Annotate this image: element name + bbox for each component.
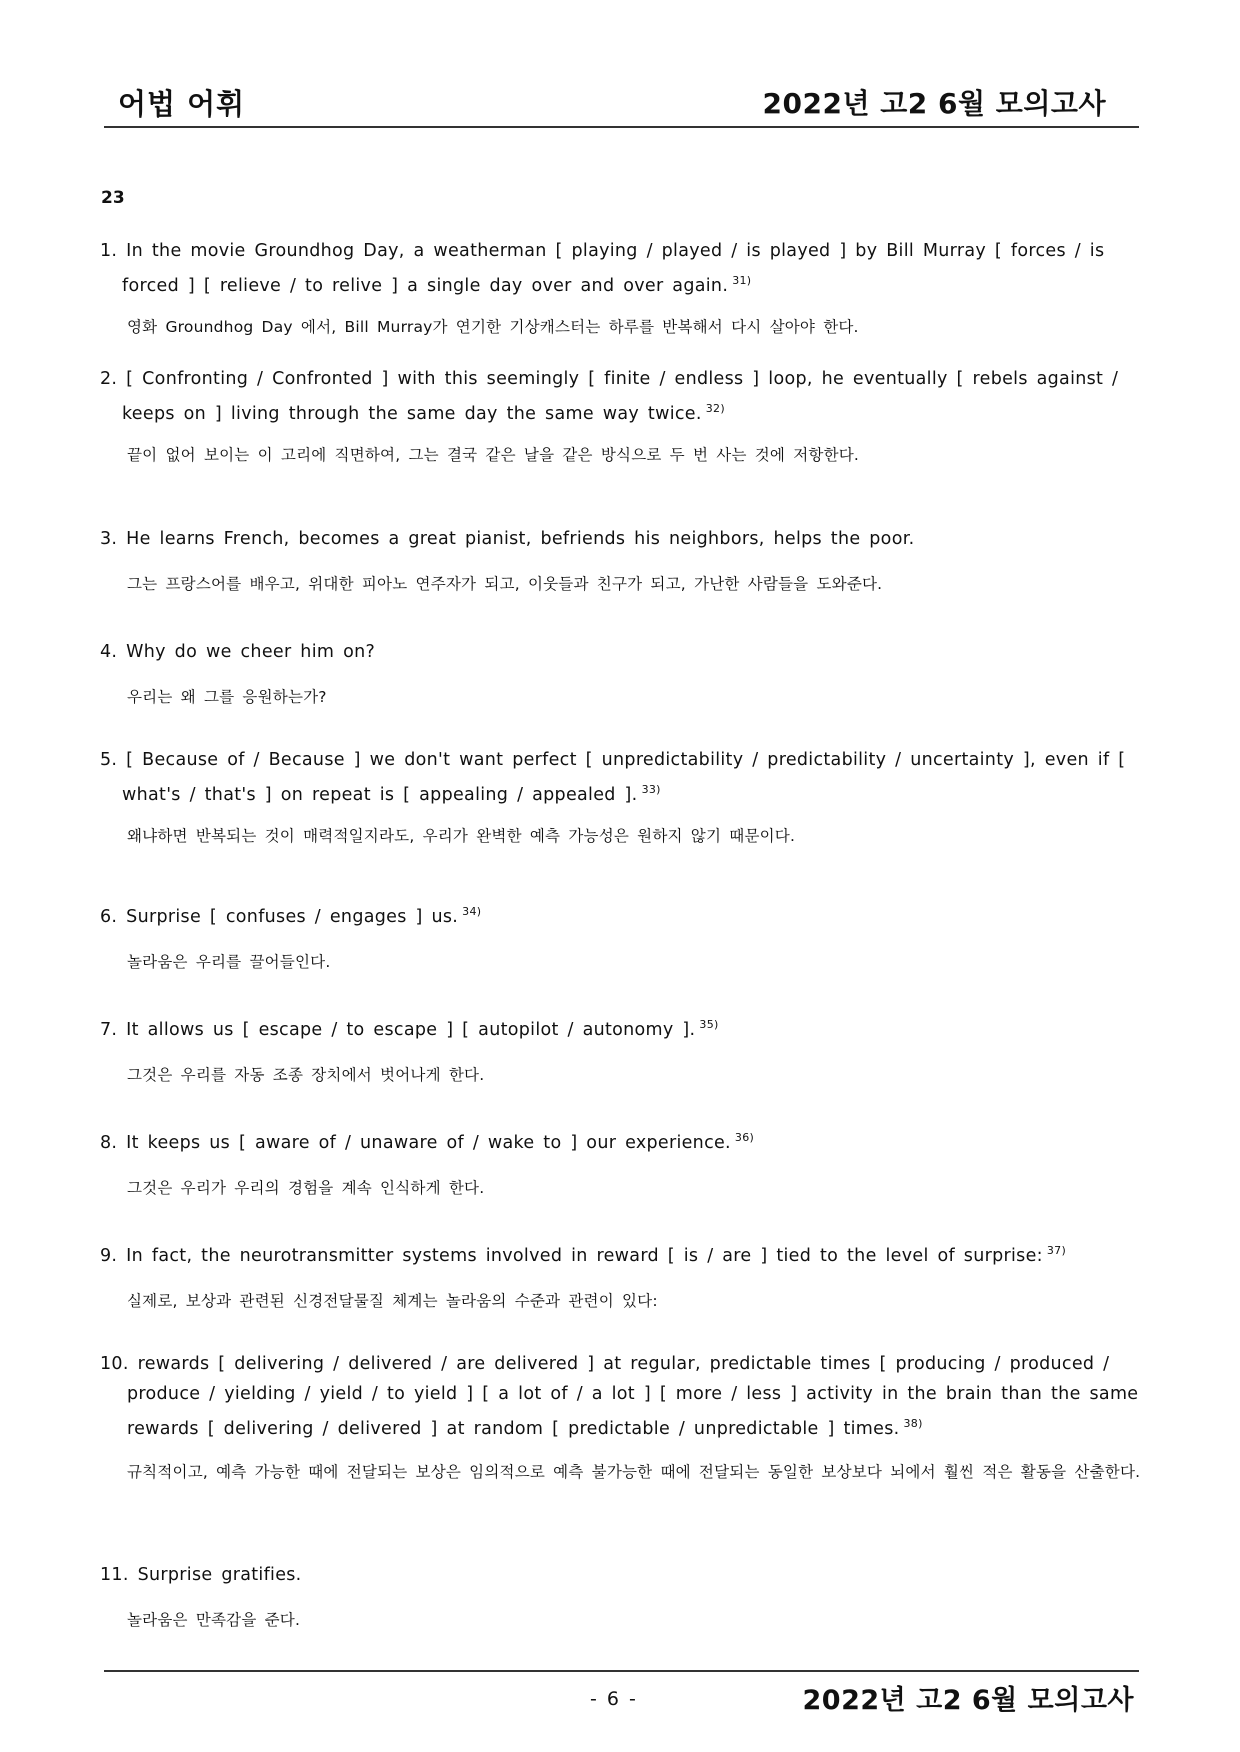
header-divider <box>104 126 1139 128</box>
page-header <box>104 78 1106 121</box>
korean-translation: 놀라움은 우리를 끌어들인다. <box>127 953 331 971</box>
english-sentence: 7. It allows us [ escape / to escape ] [ autopilot / autonomy ]. $^{35)}$ <box>100 1018 719 1040</box>
header-subject-title: 어법 어휘 <box>118 87 246 121</box>
korean-translation: 규칙적이고, 예측 가능한 때에 전달되는 보상은 임의적으로 예측 불가능한 때에 전달되는 동일한 보상보다 뇌에서 훨씬 적은 활동을 산출한다. <box>127 1463 1141 1481</box>
korean-translation: 우리는 왜 그를 응원하는가? <box>127 688 327 706</box>
english-sentence: 9. In fact, the neurotransmitter systems involved in reward [ is / are ] tied to the level of surprise: $^{37)}$ <box>100 1244 1067 1266</box>
question-item-11 <box>100 1555 1142 1629</box>
question-item-4 <box>100 632 1142 706</box>
english-sentence: 3. He learns French, becomes a great pianist, befriends his neighbors, helps the poor. <box>100 528 915 549</box>
korean-translation: 그것은 우리를 자동 조종 장치에서 벗어나게 한다. <box>127 1066 485 1084</box>
korean-translation: 끝이 없어 보이는 이 고리에 직면하여, 그는 결국 같은 날을 같은 방식으로 두 번 사는 것에 저항한다. <box>127 446 860 464</box>
footnote-marker: 32) <box>705 402 725 415</box>
english-sentence: 1. In the movie Groundhog Day, a weatherman [ playing / played / is played ] by Bill Murray [ forces / is forced ] [ relieve / to relive ] a single day over and over again. $^{31)}$ <box>100 241 1105 296</box>
english-sentence: 11. Surprise gratifies. <box>100 1564 302 1585</box>
question-item-6 <box>100 897 1142 971</box>
korean-translation: 실제로, 보상과 관련된 신경전달물질 체계는 놀라움의 수준과 관련이 있다: <box>127 1292 658 1310</box>
korean-translation: 영화 Groundhog Day 에서, Bill Murray가 연기한 기상캐스터는 하루를 반복해서 다시 살아야 한다. <box>127 318 859 336</box>
question-item-7 <box>100 1010 1142 1084</box>
question-item-1 <box>100 236 1142 336</box>
question-item-9 <box>100 1236 1142 1310</box>
korean-translation: 그는 프랑스어를 배우고, 위대한 피아노 연주자가 되고, 이웃들과 친구가 되고, 가난한 사람들을 도와준다. <box>127 575 883 593</box>
footer-exam-title: 2022년 고2 6월 모의고사 <box>802 1685 1134 1716</box>
footnote-marker: 31) <box>732 274 752 287</box>
footnote-marker: 35) <box>699 1018 719 1031</box>
question-item-10 <box>100 1349 1142 1481</box>
footnote-marker: 36) <box>734 1131 755 1144</box>
footnote-marker: 34) <box>462 905 482 918</box>
korean-translation: 놀라움은 만족감을 준다. <box>127 1611 301 1629</box>
english-sentence: 8. It keeps us [ aware of / unaware of / wake to ] our experience. $^{36)}$ <box>100 1131 755 1153</box>
footnote-marker: 33) <box>641 783 661 796</box>
english-sentence: 6. Surprise [ confuses / engages ] us. $^{34)}$ <box>100 905 482 927</box>
english-sentence: 10. rewards [ delivering / delivered / are delivered ] at regular, predictable times [ producing / produced / produce / yielding / yield / to yield ] [ a lot of / a lot ] [ more / less ] activity in the brain than the same rewards [ delivering / delivered ] at random [ predictable / unpredictable ] times. $^{38)}$ <box>100 1354 1139 1439</box>
korean-translation: 왜냐하면 반복되는 것이 매력적일지라도, 우리가 완벽한 예측 가능성은 원하지 않기 때문이다. <box>127 827 796 845</box>
section-number: 23 <box>101 188 125 208</box>
question-item-2 <box>100 364 1142 464</box>
english-sentence: 2. [ Confronting / Confronted ] with this seemingly [ finite / endless ] loop, he eventually [ rebels against / keeps on ] living through the same day the same way twice. $^{32)}$ <box>100 369 1119 424</box>
question-item-3 <box>100 519 1142 593</box>
footnote-marker: 37) <box>1046 1244 1067 1257</box>
question-item-8 <box>100 1123 1142 1197</box>
header-exam-title: 2022년 고2 6월 모의고사 <box>762 87 1106 120</box>
question-item-5 <box>100 745 1142 845</box>
english-sentence: 4. Why do we cheer him on? <box>100 641 376 662</box>
footnote-marker: 38) <box>903 1417 923 1430</box>
page-number: - 6 - <box>590 1688 638 1710</box>
korean-translation: 그것은 우리가 우리의 경험을 계속 인식하게 한다. <box>127 1179 485 1197</box>
english-sentence: 5. [ Because of / Because ] we don't want perfect [ unpredictability / predictability / uncertainty ], even if [ what's / that's ] on repeat is [ appealing / appealed ]. $^{33)}$ <box>100 750 1126 805</box>
footer-divider <box>104 1670 1139 1672</box>
